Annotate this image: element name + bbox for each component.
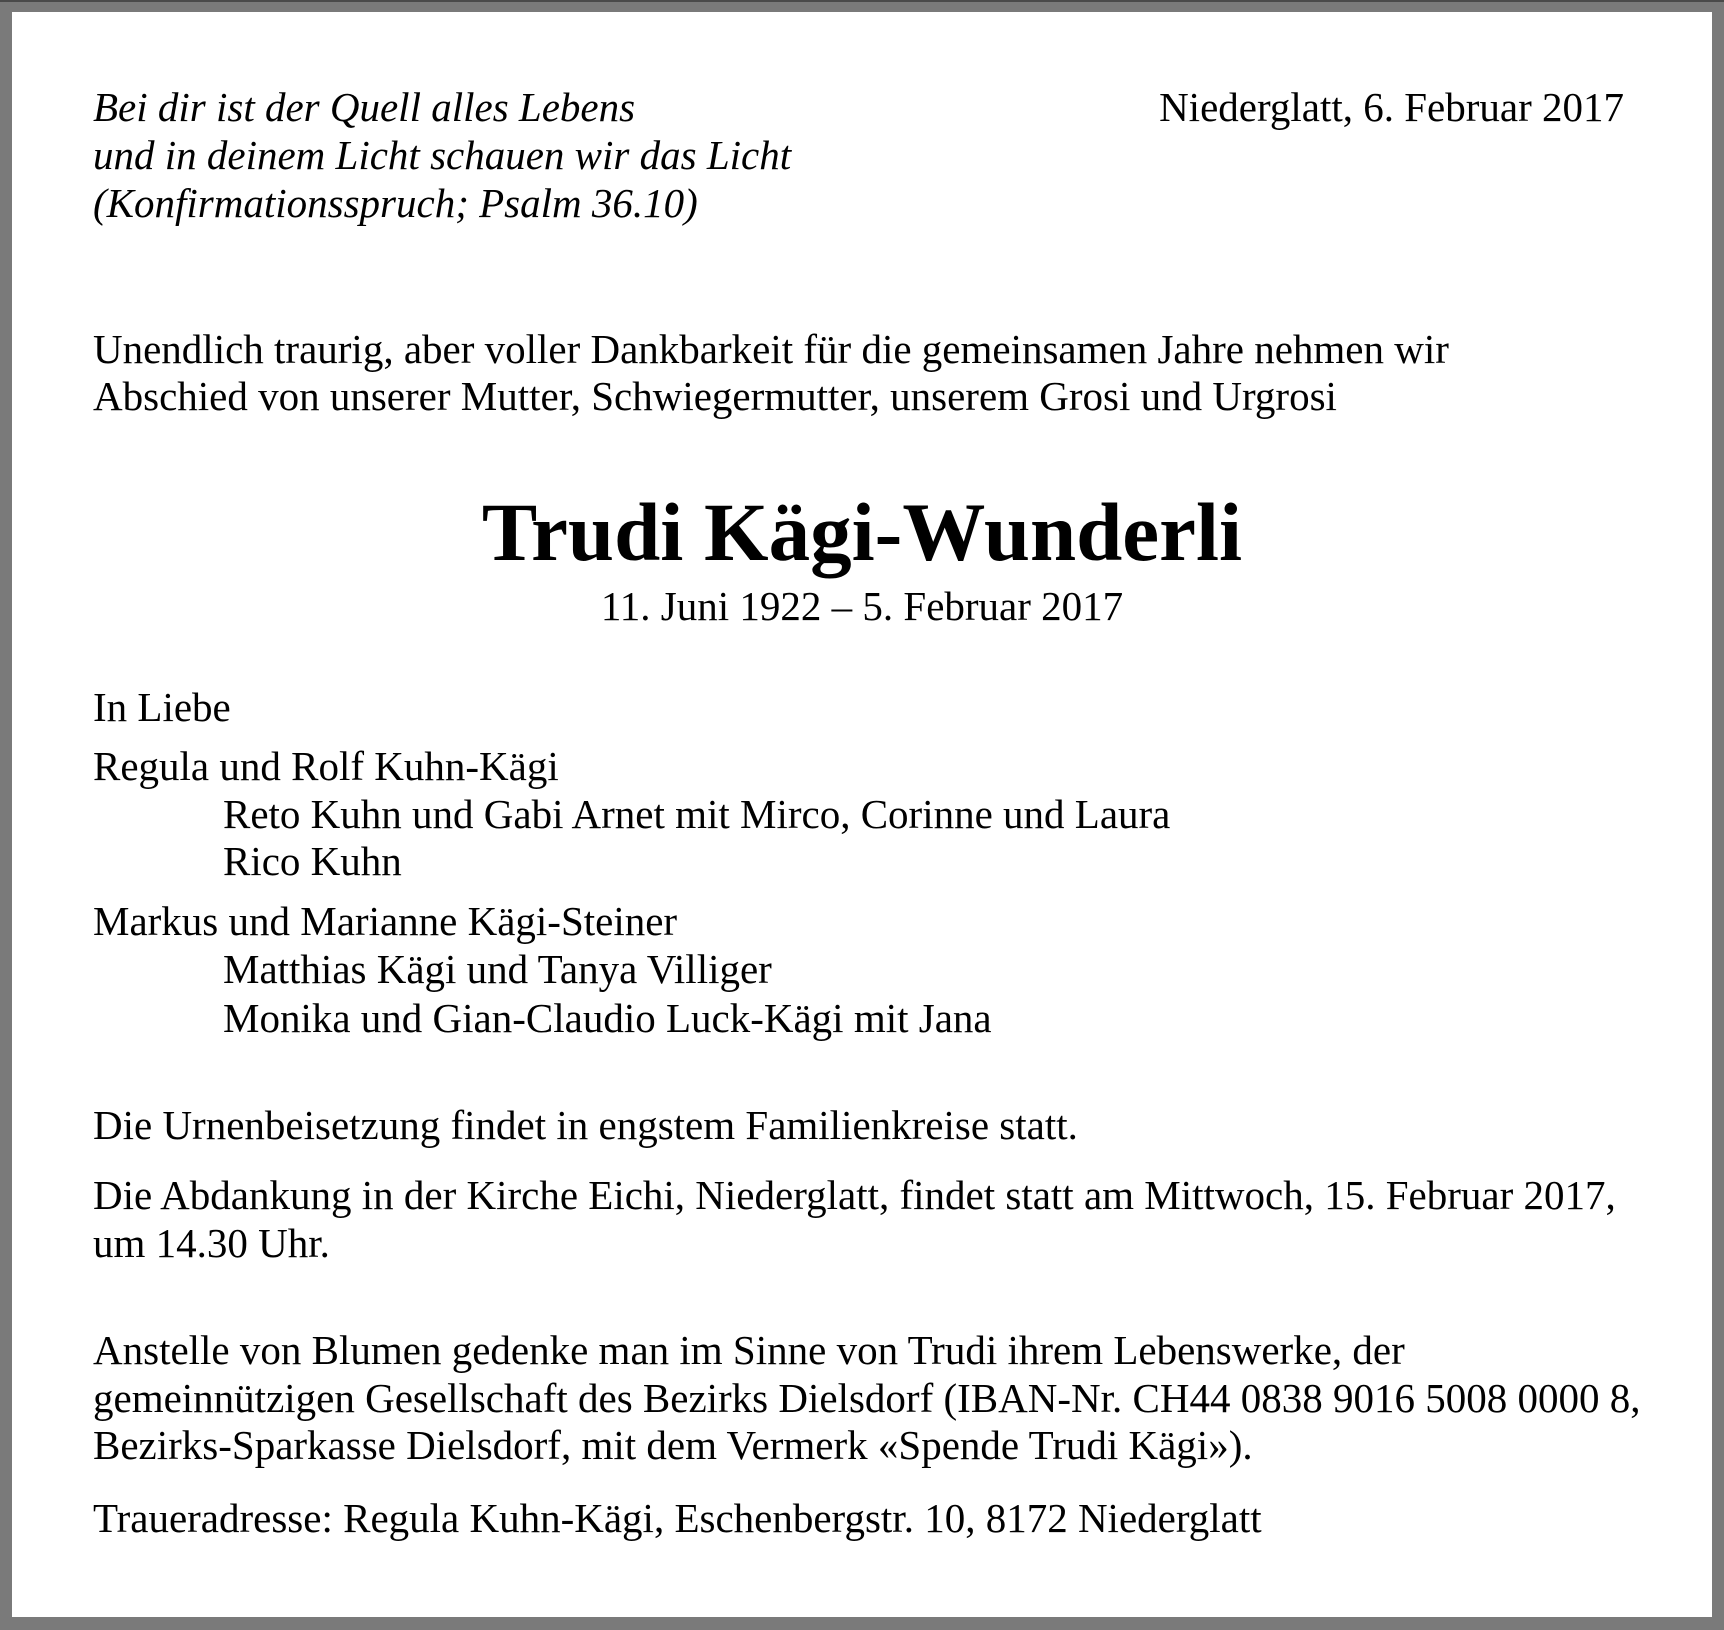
intro-line: Abschied von unserer Mutter, Schwiegermutter, unserem Grosi und Urgrosi [93, 373, 1337, 419]
motto-line: (Konfirmationsspruch; Psalm 36.10) [93, 180, 698, 226]
window-top-edge [0, 0, 1724, 2]
burial-note: Die Urnenbeisetzung findet in engstem Familienkreise statt. [93, 1102, 1078, 1148]
mourners-heading: In Liebe [93, 684, 231, 730]
motto-line: Bei dir ist der Quell alles Lebens [93, 84, 636, 130]
deceased-name: Trudi Kägi-Wunderli [481, 486, 1243, 578]
motto-line: und in deinem Licht schauen wir das Licht [93, 132, 792, 178]
place-date: Niederglatt, 6. Februar 2017 [1159, 84, 1624, 130]
family-member: Reto Kuhn und Gabi Arnet mit Mirco, Corinne und Laura [223, 791, 1171, 837]
service-line: um 14.30 Uhr. [93, 1220, 330, 1266]
family-head: Regula und Rolf Kuhn-Kägi [93, 743, 559, 789]
family-member: Rico Kuhn [223, 838, 402, 884]
obituary-page [12, 12, 1712, 1617]
mourning-address: Traueradresse: Regula Kuhn-Kägi, Eschenbergstr. 10, 8172 Niederglatt [93, 1495, 1262, 1541]
family-member: Monika und Gian-Claudio Luck-Kägi mit Jana [223, 995, 992, 1041]
donation-line: Anstelle von Blumen gedenke man im Sinne von Trudi ihrem Lebenswerke, der [93, 1327, 1405, 1373]
family-member: Matthias Kägi und Tanya Villiger [223, 946, 772, 992]
service-line: Die Abdankung in der Kirche Eichi, Niederglatt, findet statt am Mittwoch, 15. Februar 2017, [93, 1172, 1616, 1218]
life-dates: 11. Juni 1922 – 5. Februar 2017 [600, 583, 1124, 629]
family-head: Markus und Marianne Kägi-Steiner [93, 898, 678, 944]
intro-line: Unendlich traurig, aber voller Dankbarkeit für die gemeinsamen Jahre nehmen wir [93, 326, 1449, 372]
donation-line: Bezirks-Sparkasse Dielsdorf, mit dem Vermerk «Spende Trudi Kägi»). [93, 1422, 1253, 1468]
donation-line: gemeinnützigen Gesellschaft des Bezirks Dielsdorf (IBAN-Nr. CH44 0838 9016 5008 0000 8, [93, 1375, 1641, 1421]
